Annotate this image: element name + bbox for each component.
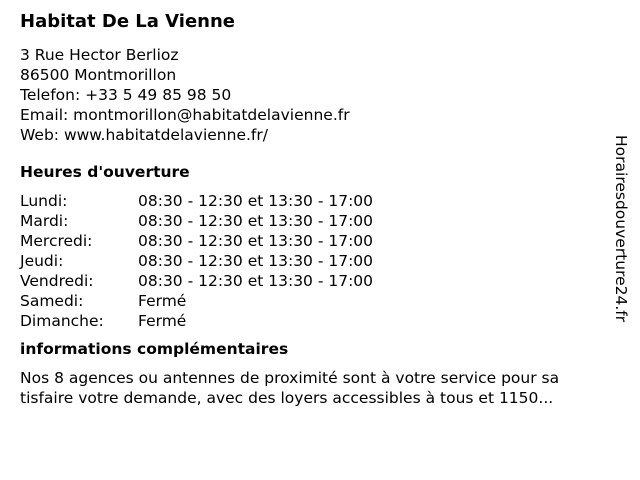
time-value: 08:30 - 12:30 et 13:30 - 17:00 <box>138 232 374 250</box>
hours-row <box>20 251 620 271</box>
email-address[interactable]: Email: montmorillon@habitatdelavienne.fr <box>20 106 350 124</box>
time-value: 08:30 - 12:30 et 13:30 - 17:00 <box>138 212 374 230</box>
day-label: Vendredi: <box>20 272 94 290</box>
hours-row <box>20 231 620 251</box>
phone-number[interactable]: Telefon: +33 5 49 85 98 50 <box>20 86 232 104</box>
time-value: 08:30 - 12:30 et 13:30 - 17:00 <box>138 272 374 290</box>
day-label: Mercredi: <box>20 232 93 250</box>
hours-heading: Heures d'ouverture <box>20 163 190 181</box>
day-label: Dimanche: <box>20 312 104 330</box>
business-card <box>20 10 620 408</box>
info-section <box>20 368 620 408</box>
city-address: 86500 Montmorillon <box>20 66 177 84</box>
hours-table <box>20 191 620 331</box>
day-label: Jeudi: <box>20 252 64 270</box>
page-title: Habitat De La Vienne <box>20 11 236 32</box>
street-address: 3 Rue Hector Berlioz <box>20 46 179 64</box>
hours-row <box>20 311 620 331</box>
time-value: 08:30 - 12:30 et 13:30 - 17:00 <box>138 192 374 210</box>
day-label: Samedi: <box>20 292 84 310</box>
info-text: Nos 8 agences ou antennes de proximité sont à votre service pour sa tisfaire votre demande, avec des loyers accessibles à tous et 1150... <box>20 369 560 407</box>
day-label: Mardi: <box>20 212 69 230</box>
info-heading: informations complémentaires <box>20 340 289 358</box>
time-value: Fermé <box>138 312 187 330</box>
hours-row <box>20 291 620 311</box>
brand-watermark: Horairesdouverture24.fr <box>612 135 630 323</box>
time-value: 08:30 - 12:30 et 13:30 - 17:00 <box>138 252 374 270</box>
address-block <box>20 45 620 145</box>
time-value: Fermé <box>138 292 187 310</box>
hours-row <box>20 191 620 211</box>
hours-row <box>20 211 620 231</box>
website-link[interactable]: Web: www.habitatdelavienne.fr/ <box>20 126 268 144</box>
hours-row <box>20 271 620 291</box>
day-label: Lundi: <box>20 192 68 210</box>
